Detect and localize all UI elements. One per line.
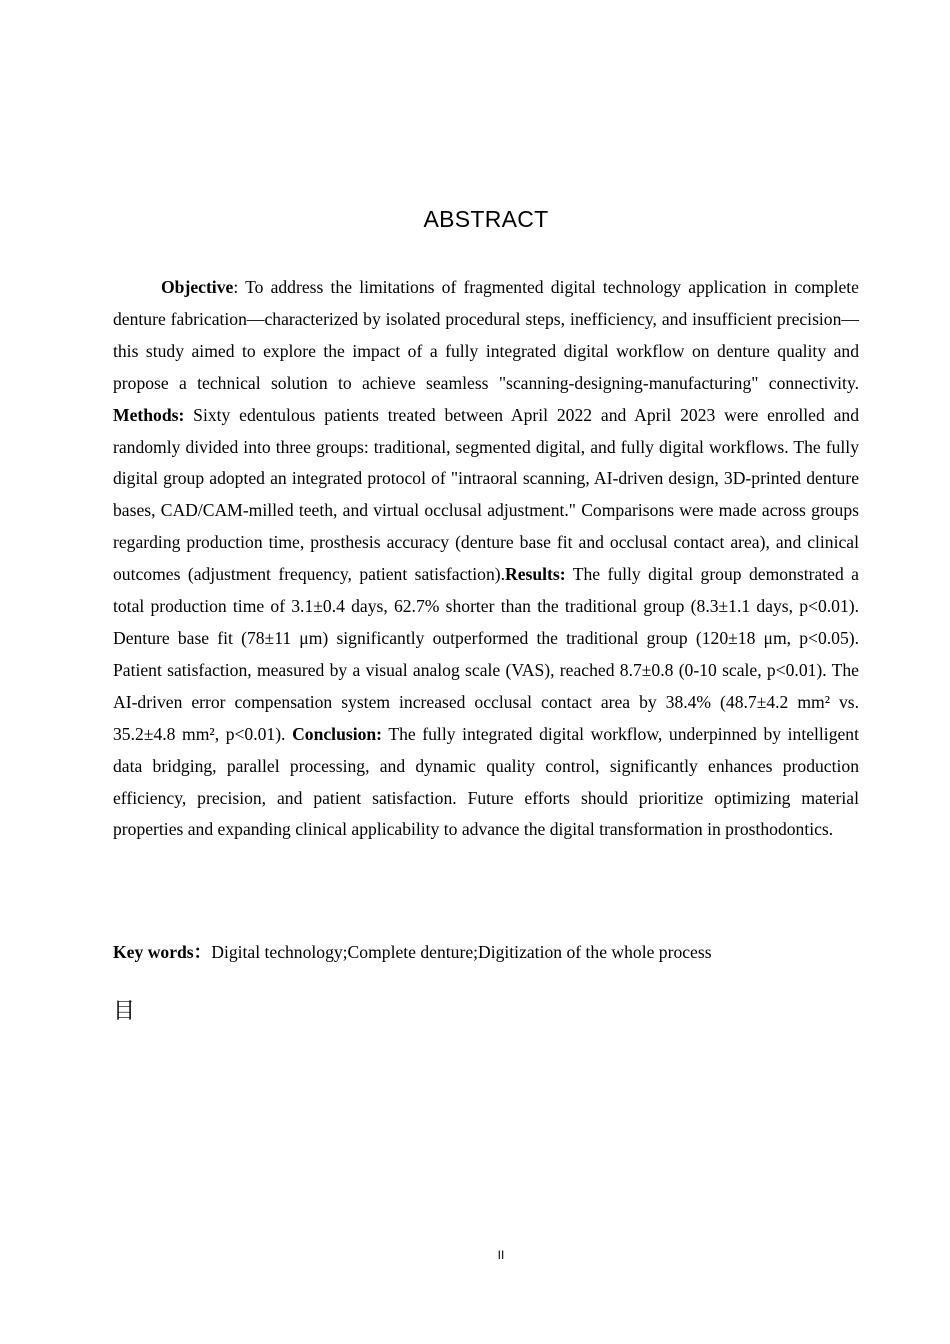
- abstract-title: ABSTRACT: [423, 206, 549, 232]
- toc-heading: 目: [113, 999, 136, 1024]
- conclusion-label: Conclusion:: [292, 723, 383, 744]
- keywords-line: [113, 936, 859, 968]
- results-text: The fully digital group demonstrated a total production time of 3.1±0.4 days, 62.7% shorter than the traditional group (8.3±1.1 days, p<0.01). Denture base fit (78±11 μm) significantly outperformed the traditional group (120±18 μm, p<0.05). Patient satisfaction, measured by a visual analog scale (VAS), reached 8.7±0.8 (0-10 scale, p<0.01). The AI-driven error compensation system increased occlusal contact area by 38.4% (48.7±4.2 mm² vs. 35.2±4.8 mm², p<0.01).: [113, 564, 859, 744]
- conclusion-text: The fully integrated digital workflow, underpinned by intelligent data bridging, parallel processing, and dynamic quality control, significantly enhances production efficiency, precision, and patient satisfaction. Future efforts should prioritize optimizing material properties and expanding clinical applicability to advance the digital transformation in prosthodontics.: [113, 723, 859, 840]
- objective-label: Objective: [161, 277, 234, 297]
- results-label: Results:: [505, 564, 566, 585]
- methods-text: Sixty edentulous patients treated between April 2022 and April 2023 were enrolled and randomly divided into three groups: traditional, segmented digital, and fully digital workflows. The fully digital group adopted an integrated protocol of "intraoral scanning, AI-driven design, 3D-printed denture bases, CAD/CAM-milled teeth, and virtual occlusal adjustment." Comparisons were made across groups regarding production time, prosthesis accuracy (denture base fit and occlusal contact area), and clinical outcomes (adjustment frequency, patient satisfaction).: [113, 404, 859, 585]
- keywords-text: Digital technology;Complete denture;Digitization of the whole process: [211, 942, 712, 962]
- page-number: II: [497, 1248, 505, 1262]
- methods-label: Methods:: [113, 404, 185, 425]
- objective-text: : To address the limitations of fragmented digital technology application in complete denture fabrication—characterized by isolated procedural steps, inefficiency, and insufficient precision—this study aimed to explore the impact of a fully integrated digital workflow on denture quality and propose a technical solution to achieve seamless "scanning-designing-manufacturing" connectivity.: [113, 277, 859, 393]
- abstract-paragraph: [113, 272, 859, 846]
- keywords-label: Key words：: [113, 942, 212, 962]
